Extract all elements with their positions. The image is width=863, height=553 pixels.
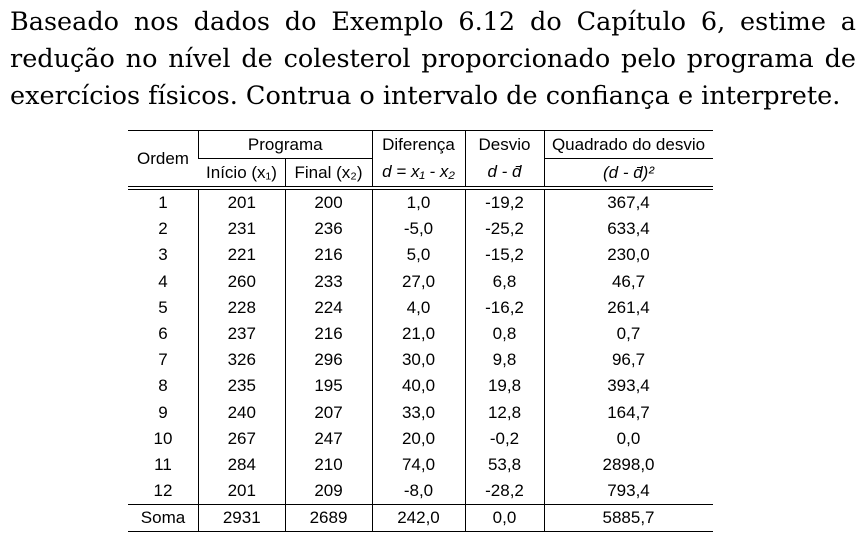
soma-final: 2689 [285, 505, 372, 532]
cell-ordem: 9 [158, 402, 168, 422]
header-quadrado-formula [544, 159, 713, 189]
table-row [128, 321, 713, 347]
header-ordem: Ordem [128, 131, 199, 189]
cell-desvio: -0,2 [465, 426, 544, 452]
cell-ordem: 6 [158, 324, 168, 344]
cell-desvio: 19,8 [465, 373, 544, 399]
d-formula-text: d = x₁ - x₂ [382, 162, 455, 182]
cell-inicio: 221 [199, 242, 286, 268]
cell-diferenca: 33,0 [372, 400, 465, 426]
cell-diferenca: 20,0 [372, 426, 465, 452]
cell-ordem: 3 [158, 245, 168, 265]
table-row [128, 373, 713, 399]
cell-quadrado: 164,7 [544, 400, 713, 426]
table-row [128, 269, 713, 295]
cell-inicio: 326 [199, 347, 286, 373]
cell-diferenca: -8,0 [372, 478, 465, 505]
cell-ordem: 11 [154, 454, 172, 474]
cell-desvio: -15,2 [465, 242, 544, 268]
cell-quadrado: 261,4 [544, 295, 713, 321]
table-row [128, 452, 713, 478]
cell-diferenca: 4,0 [372, 295, 465, 321]
cell-final: 207 [285, 400, 372, 426]
cell-final: 195 [285, 373, 372, 399]
cell-final: 216 [285, 242, 372, 268]
cell-diferenca: -5,0 [372, 216, 465, 242]
soma-label: Soma [128, 505, 199, 532]
cell-ordem: 12 [153, 481, 173, 501]
cell-ordem: 1 [158, 193, 168, 213]
cell-final: 233 [285, 269, 372, 295]
cell-final: 296 [285, 347, 372, 373]
cell-desvio: -25,2 [465, 216, 544, 242]
cell-diferenca: 40,0 [372, 373, 465, 399]
header-programa: Programa [199, 131, 373, 159]
cell-inicio: 235 [199, 373, 286, 399]
table-row [128, 400, 713, 426]
cell-ordem: 5 [158, 297, 168, 317]
cell-ordem: 4 [158, 271, 168, 291]
cell-desvio: -16,2 [465, 295, 544, 321]
problem-statement [10, 4, 856, 115]
cell-final: 210 [285, 452, 372, 478]
cell-diferenca: 21,0 [372, 321, 465, 347]
cell-inicio: 240 [199, 400, 286, 426]
cell-diferenca: 5,0 [372, 242, 465, 268]
header-desvio-formula [465, 159, 544, 189]
header-final: Final (x₂) [285, 159, 372, 189]
cell-ordem: 10 [153, 428, 173, 448]
cell-desvio: -19,2 [465, 188, 544, 216]
header-diferenca: Diferença [372, 131, 465, 159]
cell-quadrado: 46,7 [544, 269, 713, 295]
cell-inicio: 260 [199, 269, 286, 295]
table-body [128, 188, 713, 505]
cell-inicio: 201 [199, 478, 286, 505]
cell-quadrado: 0,0 [544, 426, 713, 452]
cell-inicio: 231 [199, 216, 286, 242]
table-row [128, 242, 713, 268]
cell-diferenca: 30,0 [372, 347, 465, 373]
cell-desvio: 9,8 [465, 347, 544, 373]
data-table [128, 130, 713, 532]
cell-inicio: 267 [199, 426, 286, 452]
cell-final: 247 [285, 426, 372, 452]
table-row [128, 478, 713, 505]
cell-ordem: 8 [158, 376, 168, 396]
cell-quadrado: 2898,0 [544, 452, 713, 478]
cell-desvio: -28,2 [465, 478, 544, 505]
cell-final: 209 [285, 478, 372, 505]
cell-diferenca: 74,0 [372, 452, 465, 478]
soma-diferenca: 242,0 [372, 505, 465, 532]
cell-inicio: 237 [199, 321, 286, 347]
table-row [128, 295, 713, 321]
cell-desvio: 0,8 [465, 321, 544, 347]
cell-final: 200 [285, 188, 372, 216]
cell-quadrado: 793,4 [544, 478, 713, 505]
cell-final: 224 [285, 295, 372, 321]
cell-quadrado: 0,7 [544, 321, 713, 347]
problem-line: exercícios físicos. Contrua o intervalo de confiança e interprete. [10, 81, 841, 111]
cell-quadrado: 633,4 [544, 216, 713, 242]
cell-ordem: 2 [158, 219, 168, 239]
soma-inicio: 2931 [199, 505, 286, 532]
table-row [128, 347, 713, 373]
cell-final: 236 [285, 216, 372, 242]
soma-quadrado: 5885,7 [544, 505, 713, 532]
cell-inicio: 284 [199, 452, 286, 478]
header-inicio: Início (x₁) [199, 159, 286, 189]
problem-line: redução no nível de colesterol proporcionado pelo programa de [10, 44, 856, 74]
cell-quadrado: 96,7 [544, 347, 713, 373]
cell-diferenca: 27,0 [372, 269, 465, 295]
cell-desvio: 53,8 [465, 452, 544, 478]
cell-final: 216 [285, 321, 372, 347]
cell-inicio: 228 [199, 295, 286, 321]
header-desvio: Desvio [465, 131, 544, 159]
table-row [128, 188, 713, 216]
header-d-formula [372, 159, 465, 189]
cell-quadrado: 367,4 [544, 188, 713, 216]
quadrado-formula-text: (d - d̄)² [603, 162, 654, 182]
desvio-formula-text: d - d̄ [487, 162, 522, 182]
soma-row [128, 505, 713, 532]
cell-quadrado: 230,0 [544, 242, 713, 268]
cell-quadrado: 393,4 [544, 373, 713, 399]
cell-desvio: 12,8 [465, 400, 544, 426]
cell-ordem: 7 [158, 350, 168, 370]
cell-diferenca: 1,0 [372, 188, 465, 216]
cell-desvio: 6,8 [465, 269, 544, 295]
problem-line: Baseado nos dados do Exemplo 6.12 do Capítulo 6, estime a [10, 7, 856, 37]
cell-inicio: 201 [199, 188, 286, 216]
header-quadrado: Quadrado do desvio [544, 131, 713, 159]
table-row [128, 426, 713, 452]
soma-desvio: 0,0 [465, 505, 544, 532]
table-row [128, 216, 713, 242]
